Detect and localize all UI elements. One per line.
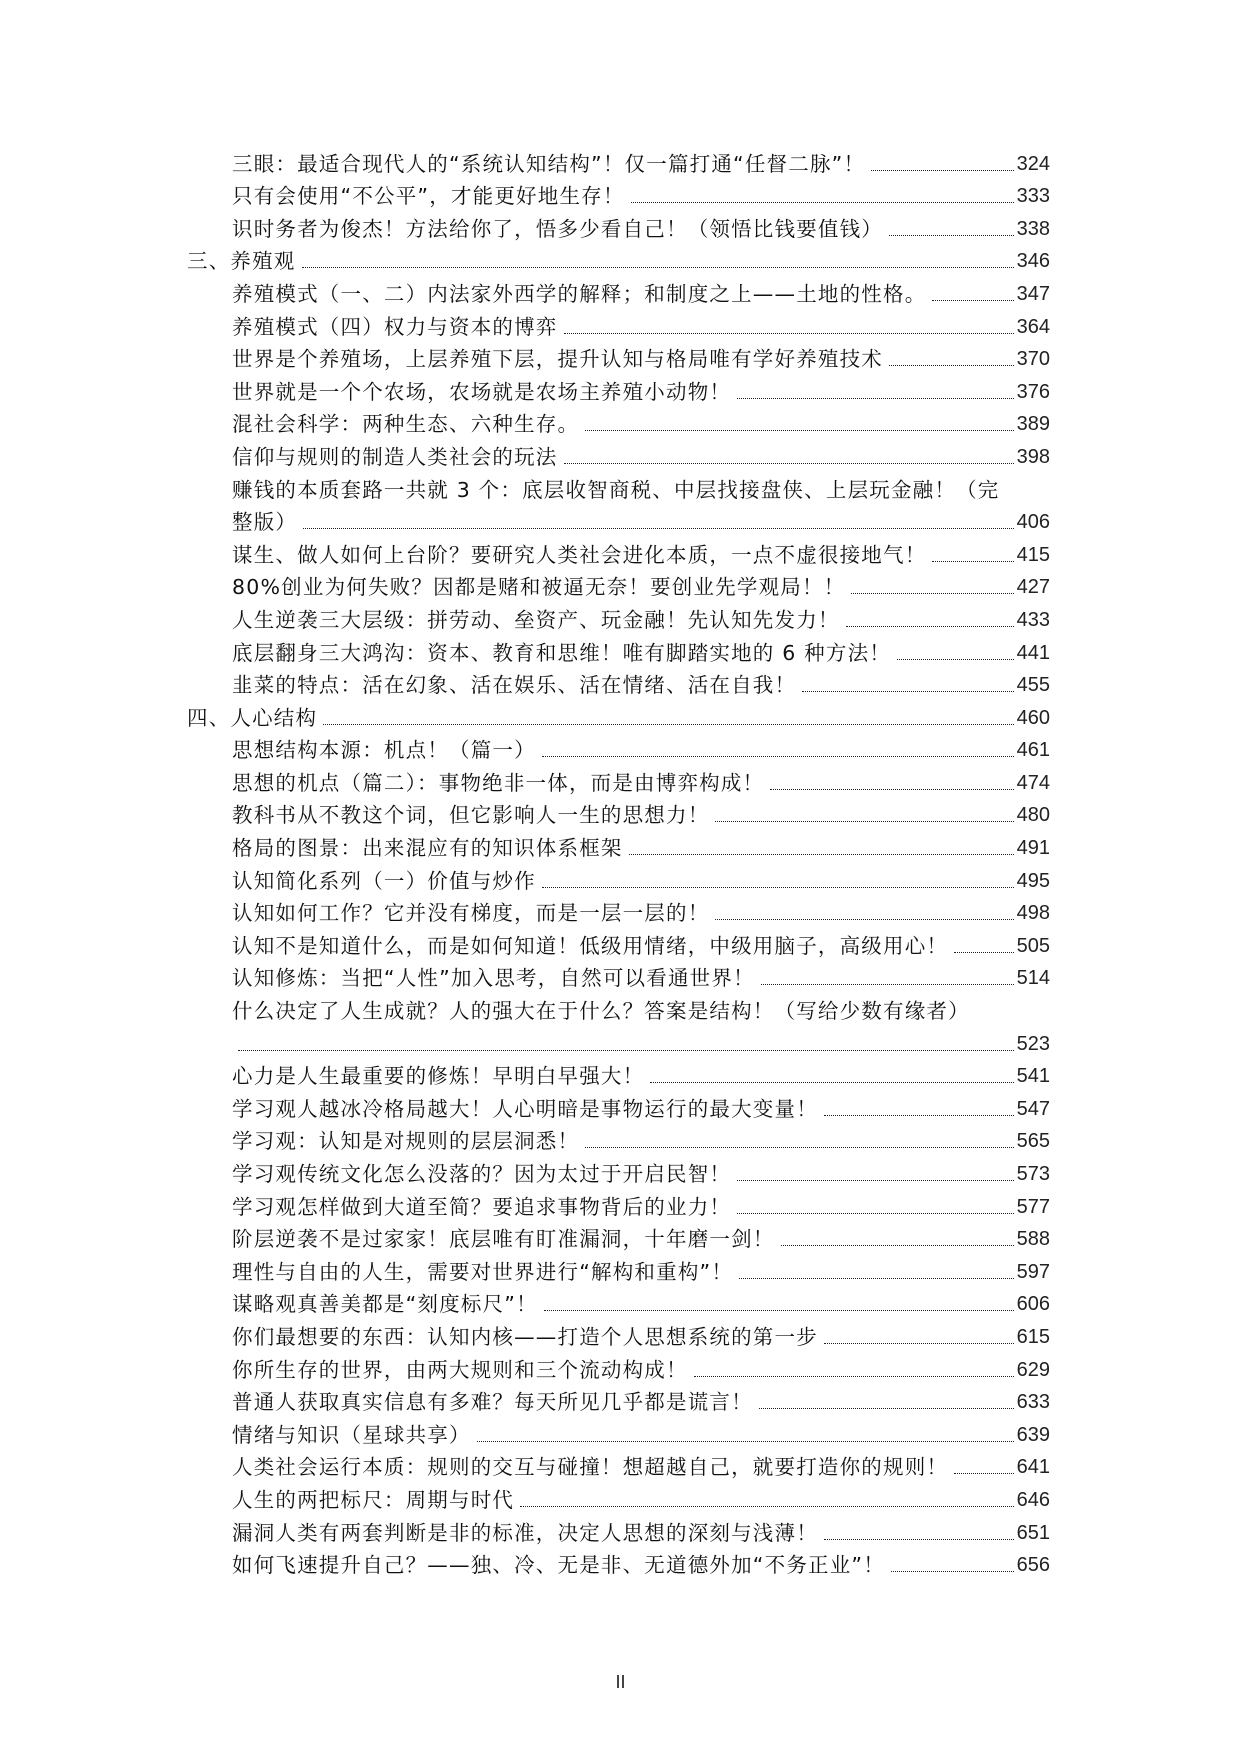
toc-entry[interactable] [0, 930, 1241, 963]
dot-leader [303, 528, 1014, 529]
toc-entry[interactable] [0, 1191, 1241, 1224]
table-of-contents [0, 148, 1241, 1582]
dot-leader [824, 1539, 1014, 1540]
toc-entry-title: 理性与自由的人生，需要对世界进行“解构和重构”！ [232, 1259, 734, 1284]
toc-entry-title: 80%创业为何失败？因都是赌和被逼无奈！要创业先学观局！！ [232, 575, 846, 600]
toc-entry[interactable] [0, 213, 1241, 246]
toc-entry-title: 格局的图景：出来混应有的知识体系框架 [232, 836, 623, 861]
toc-page-number: 514 [1016, 967, 1050, 990]
toc-entry-title: 阶层逆袭不是过家家！底层唯有盯准漏洞，十年磨一剑！ [232, 1227, 775, 1252]
dot-leader [585, 430, 1013, 431]
toc-entry[interactable] [0, 441, 1241, 474]
dot-leader [564, 333, 1014, 334]
dot-leader [323, 724, 1013, 725]
toc-entry-title: 世界是个养殖场，上层养殖下层，提升认知与格局唯有学好养殖技术 [232, 347, 883, 372]
toc-entry-title: 识时务者为俊杰！方法给你了，悟多少看自己！（领悟比钱要值钱） [232, 216, 883, 241]
toc-entry-title: 漏洞人类有两套判断是非的标准，决定人思想的深刻与浅薄！ [232, 1520, 818, 1545]
dot-leader [871, 170, 1013, 171]
toc-section-heading[interactable] [0, 702, 1241, 735]
toc-entry-title: 学习观怎样做到大道至简？要追求事物背后的业力！ [232, 1194, 732, 1219]
toc-page-number: 597 [1016, 1260, 1050, 1283]
toc-page-number: 376 [1016, 380, 1050, 403]
dot-leader [824, 1115, 1014, 1116]
toc-entry-title: 世界就是一个个农场，农场就是农场主养殖小动物！ [232, 379, 732, 404]
toc-entry[interactable] [0, 995, 1241, 1060]
toc-entry[interactable] [0, 1224, 1241, 1257]
toc-entry-title: 思想的机点（篇二）：事物绝非一体，而是由博弈构成！ [232, 770, 765, 795]
toc-entry-title: 教科书从不教这个词，但它影响人一生的思想力！ [232, 803, 710, 828]
toc-entry-title: 谋生、做人如何上台阶？要研究人类社会进化本质，一点不虚很接地气！ [232, 542, 927, 567]
dot-leader [954, 952, 1014, 953]
dot-leader [897, 659, 1014, 660]
dot-leader [759, 1408, 1014, 1409]
toc-entry-title: 什么决定了人生成就？人的强大在于什么？答案是结构！（写给少数有缘者） [232, 999, 970, 1024]
toc-page-number: 347 [1016, 282, 1050, 305]
dot-leader [739, 1278, 1014, 1279]
toc-page-number: 324 [1016, 152, 1050, 175]
toc-entry-title: 心力是人生最重要的修炼！早明白早强大！ [232, 1064, 645, 1089]
toc-page-number: 398 [1016, 445, 1050, 468]
dot-leader [802, 691, 1013, 692]
toc-entry-title: 赚钱的本质套路一共就 3 个：底层收智商税、中层找接盘侠、上层玩金融！（完 [232, 477, 1000, 502]
toc-entry[interactable] [0, 1452, 1241, 1485]
toc-entry[interactable] [0, 1289, 1241, 1322]
toc-entry[interactable] [0, 898, 1241, 931]
toc-page-number: 577 [1016, 1195, 1050, 1218]
toc-entry-title: 你所生存的世界，由两大规则和三个流动构成！ [232, 1357, 688, 1382]
toc-page-number: 641 [1016, 1456, 1050, 1479]
dot-leader [761, 984, 1014, 985]
dot-leader [715, 821, 1013, 822]
dot-leader [520, 1506, 1014, 1507]
toc-entry[interactable] [0, 1158, 1241, 1191]
toc-page-number: 523 [1016, 1032, 1050, 1055]
toc-entry-title: 人生逆袭三大层级：拼劳动、垒资产、玩金融！先认知先发力！ [232, 607, 840, 632]
toc-entry-title: 普通人获取真实信息有多难？每天所见几乎都是谎言！ [232, 1390, 753, 1415]
toc-page-number: 505 [1016, 934, 1050, 957]
dot-leader [824, 1343, 1014, 1344]
toc-page-number: 474 [1016, 771, 1050, 794]
toc-entry-title: 情绪与知识（星球共享） [232, 1422, 471, 1447]
toc-entry-title: 混社会科学：两种生态、六种生存。 [232, 412, 580, 437]
dot-leader [737, 1180, 1014, 1181]
dot-leader [238, 1050, 1014, 1051]
toc-entry[interactable] [0, 148, 1241, 181]
toc-entry[interactable] [0, 572, 1241, 605]
toc-page-number: 455 [1016, 674, 1050, 697]
toc-entry-title: 认知如何工作？它并没有梯度，而是一层一层的！ [232, 901, 710, 926]
toc-entry[interactable] [0, 1517, 1241, 1550]
dot-leader [846, 626, 1014, 627]
toc-page-number: 333 [1016, 185, 1050, 208]
dot-leader [694, 1376, 1014, 1377]
toc-entry[interactable] [0, 278, 1241, 311]
dot-leader [650, 1082, 1013, 1083]
toc-section-heading[interactable] [0, 246, 1241, 279]
toc-page-number: 364 [1016, 315, 1050, 338]
dot-leader [891, 1571, 1014, 1572]
toc-entry-title: 人生的两把标尺：周期与时代 [232, 1487, 515, 1512]
toc-entry-title: 信仰与规则的制造人类社会的玩法 [232, 444, 558, 469]
toc-entry[interactable] [0, 181, 1241, 214]
toc-entry[interactable] [0, 604, 1241, 637]
dot-leader [737, 398, 1014, 399]
dot-leader [932, 561, 1013, 562]
toc-page-number: 406 [1016, 511, 1050, 534]
toc-entry[interactable] [0, 1550, 1241, 1583]
toc-entry[interactable] [0, 1093, 1241, 1126]
toc-entry-title: 思想结构本源：机点！（篇一） [232, 738, 536, 763]
toc-page-number: 606 [1016, 1293, 1050, 1316]
toc-page-number: 588 [1016, 1228, 1050, 1251]
toc-page-number: 495 [1016, 869, 1050, 892]
dot-leader [851, 593, 1013, 594]
toc-entry-title: 三眼：最适合现代人的“系统认知结构”！仅一篇打通“任督二脉”！ [232, 151, 866, 176]
toc-entry[interactable] [0, 1061, 1241, 1094]
toc-entry[interactable] [0, 376, 1241, 409]
toc-entry-title: 你们最想要的东西：认知内核——打造个人思想系统的第一步 [232, 1324, 818, 1349]
dot-leader [737, 1213, 1014, 1214]
toc-entry[interactable] [0, 1387, 1241, 1420]
toc-page-number: 370 [1016, 348, 1050, 371]
dot-leader [542, 887, 1014, 888]
toc-entry-title: 四、人心结构 [187, 705, 318, 730]
dot-leader [302, 267, 1014, 268]
dot-leader [564, 463, 1014, 464]
toc-page-number: 541 [1016, 1065, 1050, 1088]
toc-entry-title: 人类社会运行本质：规则的交互与碰撞！想超越自己，就要打造你的规则！ [232, 1455, 949, 1480]
toc-entry-title: 学习观传统文化怎么没落的？因为太过于开启民智！ [232, 1162, 732, 1186]
toc-page-number: 633 [1016, 1391, 1050, 1414]
toc-page-number: 629 [1016, 1358, 1050, 1381]
toc-page-number: 346 [1016, 250, 1050, 273]
dot-leader [585, 1147, 1013, 1148]
toc-entry[interactable] [0, 865, 1241, 898]
toc-page-number: 480 [1016, 804, 1050, 827]
dot-leader [932, 300, 1013, 301]
toc-entry-title: 谋略观真善美都是“刻度标尺”！ [232, 1292, 538, 1317]
toc-page-number: 491 [1016, 837, 1050, 860]
toc-entry[interactable] [0, 1126, 1241, 1159]
toc-page-number: 573 [1016, 1163, 1050, 1185]
toc-page-number: 615 [1016, 1325, 1050, 1348]
dot-leader [542, 756, 1014, 757]
toc-page-number: 389 [1016, 413, 1050, 436]
toc-entry[interactable] [0, 637, 1241, 670]
toc-page-number: 498 [1016, 902, 1050, 925]
toc-page-number: 441 [1016, 641, 1050, 664]
dot-leader [954, 1473, 1014, 1474]
dot-leader [889, 235, 1014, 236]
toc-entry[interactable] [0, 1484, 1241, 1517]
toc-page-number: 639 [1016, 1423, 1050, 1446]
toc-entry[interactable] [0, 539, 1241, 572]
toc-page-number: 646 [1016, 1488, 1050, 1511]
dot-leader [715, 919, 1013, 920]
toc-entry-title: 养殖模式（一、二）内法家外西学的解释；和制度之上——土地的性格。 [232, 281, 927, 306]
page-number: II [615, 1672, 626, 1692]
dot-leader [631, 202, 1014, 203]
toc-entry-title: 只有会使用“不公平”，才能更好地生存！ [232, 184, 625, 209]
toc-entry-title: 认知修炼：当把“人性”加入思考，自然可以看通世界！ [232, 966, 755, 991]
toc-entry[interactable] [0, 832, 1241, 865]
toc-entry-title: 三、养殖观 [187, 249, 296, 274]
toc-entry[interactable] [0, 1354, 1241, 1387]
toc-entry[interactable] [0, 735, 1241, 768]
toc-entry[interactable] [0, 409, 1241, 442]
toc-entry[interactable] [0, 963, 1241, 996]
dot-leader [544, 1310, 1014, 1311]
toc-page-number: 427 [1016, 576, 1050, 599]
toc-entry[interactable] [0, 344, 1241, 377]
toc-entry-title: 认知简化系列（一）价值与炒作 [232, 868, 536, 893]
toc-page-number: 338 [1016, 217, 1050, 240]
dot-leader [889, 365, 1014, 366]
toc-entry-title: 学习观：认知是对规则的层层洞悉！ [232, 1129, 580, 1154]
toc-page-number: 565 [1016, 1130, 1050, 1153]
dot-leader [477, 1441, 1014, 1442]
toc-page-number: 547 [1016, 1097, 1050, 1120]
dot-leader [629, 854, 1014, 855]
toc-page-number: 656 [1016, 1554, 1050, 1577]
dot-leader [781, 1245, 1014, 1246]
toc-entry[interactable] [0, 311, 1241, 344]
toc-entry[interactable] [0, 474, 1241, 539]
toc-page-number: 461 [1016, 739, 1050, 762]
toc-entry[interactable] [0, 800, 1241, 833]
toc-entry-title-continued: 整版） [232, 510, 298, 535]
toc-page-number: 433 [1016, 608, 1050, 631]
toc-entry[interactable] [0, 670, 1241, 703]
toc-entry-title: 养殖模式（四）权力与资本的博弈 [232, 314, 558, 339]
toc-page-number: 415 [1016, 543, 1050, 566]
toc-entry-title: 韭菜的特点：活在幻象、活在娱乐、活在情绪、活在自我！ [232, 673, 797, 698]
toc-entry[interactable] [0, 1321, 1241, 1354]
toc-entry-title: 如何飞速提升自己？——独、冷、无是非、无道德外加“不务正业”！ [232, 1553, 885, 1578]
toc-entry-title: 底层翻身三大鸿沟：资本、教育和思维！唯有脚踏实地的 6 种方法！ [232, 640, 891, 665]
toc-page-number: 651 [1016, 1521, 1050, 1544]
toc-entry-title: 认知不是知道什么，而是如何知道！低级用情绪，中级用脑子，高级用心！ [232, 933, 949, 958]
dot-leader [770, 789, 1013, 790]
toc-entry[interactable] [0, 1256, 1241, 1289]
toc-entry[interactable] [0, 1419, 1241, 1452]
toc-entry[interactable] [0, 767, 1241, 800]
toc-page-number: 460 [1016, 706, 1050, 729]
toc-entry-title: 学习观人越冰冷格局越大！人心明暗是事物运行的最大变量！ [232, 1096, 818, 1121]
